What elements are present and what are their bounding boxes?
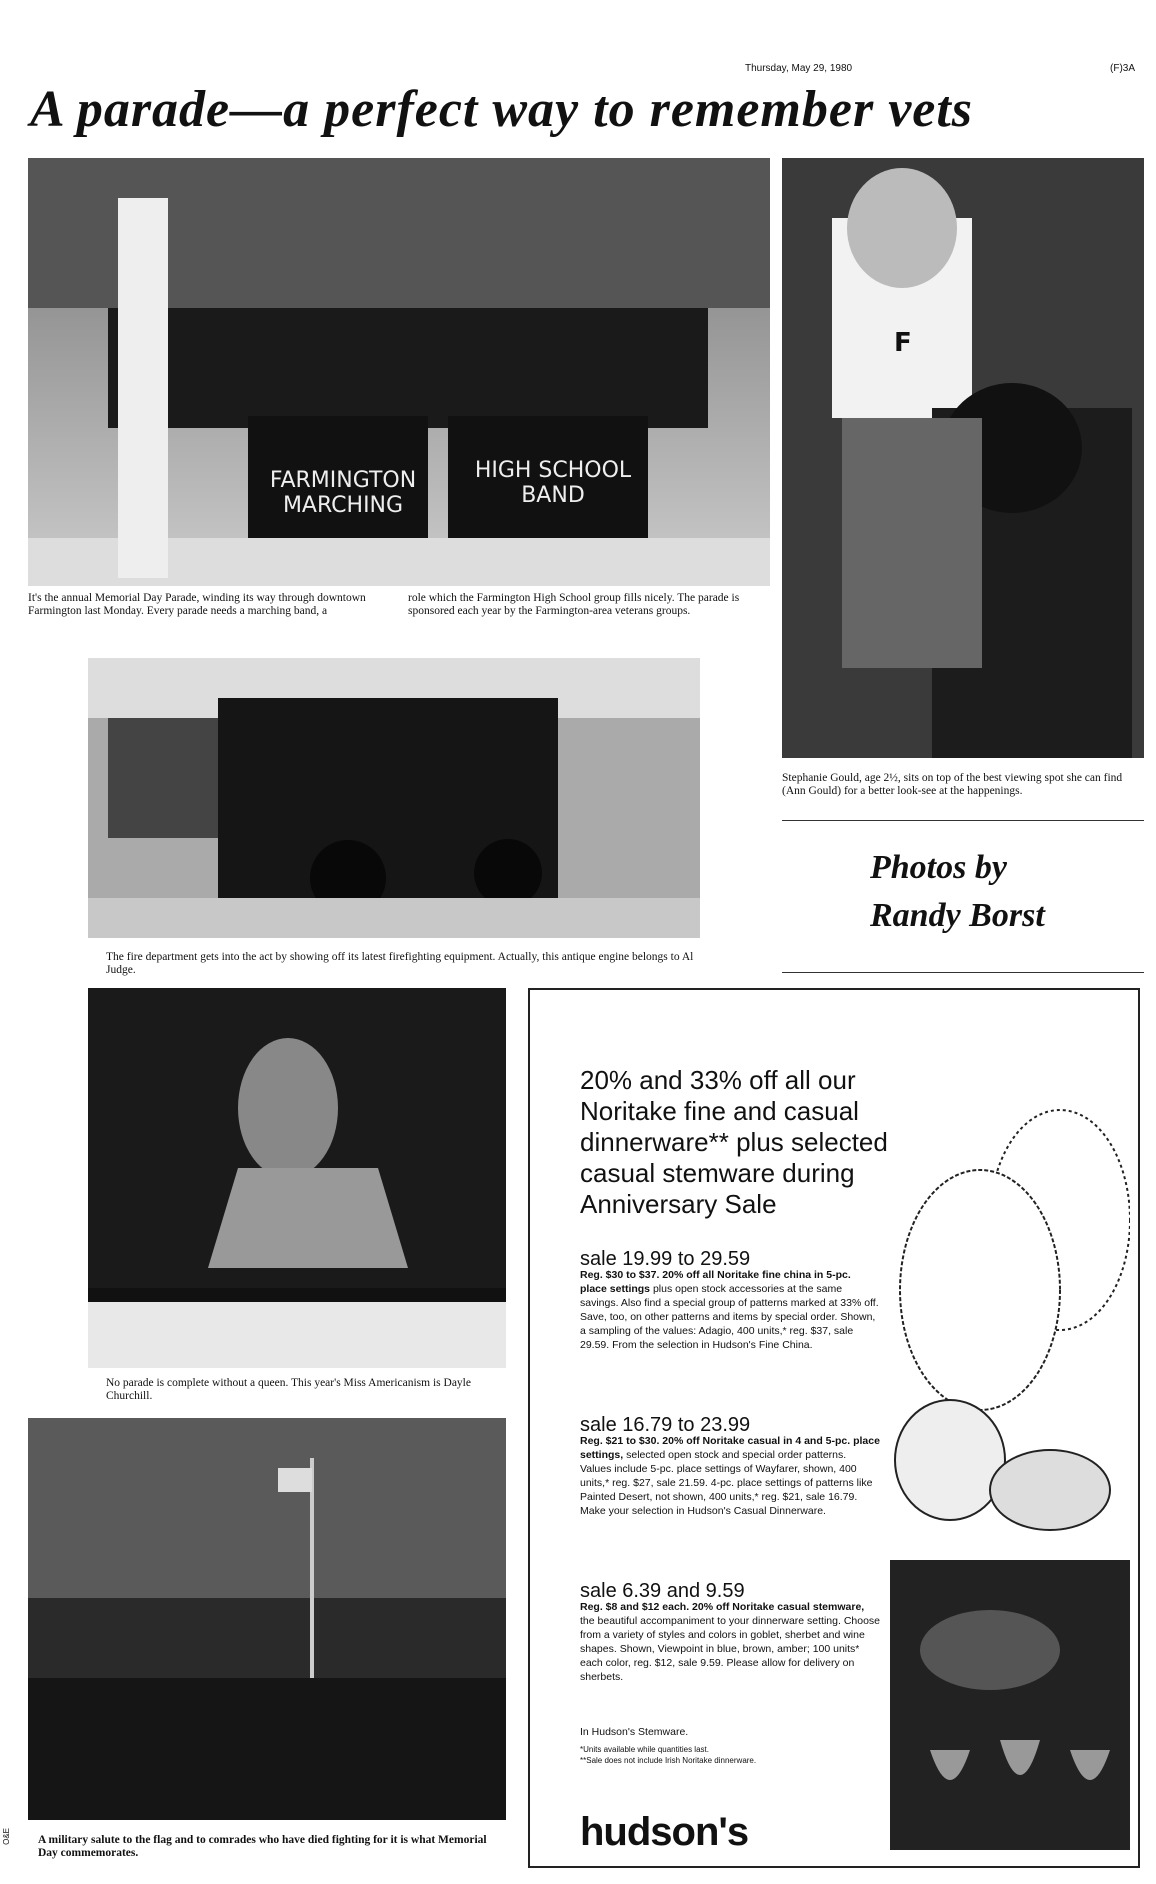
flag-caption: A military salute to the flag and to comrades who have died fighting for it is what Memorial Day commemorates. xyxy=(38,1834,487,1859)
band-caption-col1: It's the annual Memorial Day Parade, winding its way through downtown Farmington last Monday. Every parade needs a marching band, a xyxy=(28,592,366,617)
child-caption: Stephanie Gould, age 2½, sits on top of the best viewing spot she can find (Ann Gould) for a better look-see at the happenings. xyxy=(782,772,1123,797)
ad-price-3: sale 6.39 and 9.59 xyxy=(580,1580,745,1602)
ad-price-2: sale 16.79 to 23.99 xyxy=(580,1414,751,1436)
flag-photo xyxy=(28,1418,506,1820)
ad-body-2: selected open stock and special order patterns. Values include 5-pc. place settings of Wayfarer, shown, 400 units,* reg. $27, sale 21.59. 4-pc. place settings of patterns like Painted Desert, not shown, 400 units,* reg. $21, sale 16.79. Make your selection in Hudson's Casual Dinnerware. xyxy=(580,1449,873,1517)
band-caption-col2: role which the Farmington High School group fills nicely. The parade is sponsored each year by the Farmington-area veterans groups. xyxy=(408,592,740,617)
ad-body-1: plus open stock accessories at the same savings. Also find a special group of patterns marked at 33% off. Save, too, on other patterns and items by special order. Shown, a sampling of the values: Adagio, 400 units,* reg. $37, sale 29.59. From the selection in Hudson's Fine China. xyxy=(580,1283,879,1351)
firetruck-caption: The fire department gets into the act by showing off its latest firefighting equipment. Actually, this antique engine belongs to Al Judge. xyxy=(106,951,694,976)
ad-body-3: the beautiful accompaniment to your dinnerware setting. Choose from a variety of styles and colors in goblet, sherbet and wine shapes. Shown, Viewpoint in blue, brown, amber; 100 units* each color, reg. $12, sale 9.59. Please allow for delivery on sherbets. xyxy=(580,1615,881,1683)
shirt-letter: F xyxy=(894,328,912,358)
dinnerware-illustration xyxy=(890,1060,1130,1850)
dateline: Thursday, May 29, 1980 xyxy=(745,63,853,74)
divider-right-2 xyxy=(782,972,1144,973)
ad-headline: 20% and 33% off all our Noritake fine and casual dinnerware** plus selected casual stemware during Anniversary Sale xyxy=(580,1065,888,1219)
ad-notes xyxy=(580,1744,880,1766)
ad-price-1: sale 19.99 to 29.59 xyxy=(580,1248,751,1270)
child-photo xyxy=(782,158,1144,758)
ad-footer: In Hudson's Stemware. xyxy=(580,1726,689,1738)
ad-block-fine-china xyxy=(580,1248,880,1352)
side-code: O&E xyxy=(2,1828,11,1845)
ad-lead-2: Reg. $21 to $30. 20% off Noritake casual in 4 and 5-pc. place settings, xyxy=(580,1435,880,1461)
queen-photo xyxy=(88,988,506,1368)
headline: A parade—a perfect way to remember vets xyxy=(30,81,974,138)
ad-note-1: *Units available while quantities last. xyxy=(580,1745,709,1754)
queen-caption: No parade is complete without a queen. This year's Miss Americanism is Dayle Churchill. xyxy=(106,1377,471,1402)
firetruck-photo xyxy=(88,658,700,938)
credit-line2: Randy Borst xyxy=(870,897,1045,934)
credit-line1: Photos by xyxy=(870,849,1007,886)
photo-credit xyxy=(870,844,1045,940)
hudsons-logo: hudson's xyxy=(580,1810,749,1854)
ad-block-casual xyxy=(580,1414,880,1518)
band-caption xyxy=(28,592,770,618)
ad-text-3 xyxy=(580,1600,880,1684)
divider-right-1 xyxy=(782,820,1144,821)
ad-text-2 xyxy=(580,1434,880,1518)
ad-text-1 xyxy=(580,1268,880,1352)
band-photo xyxy=(28,158,770,586)
ad-note-2: **Sale does not include Irish Noritake dinnerware. xyxy=(580,1756,757,1765)
banner-left-text: FARMINGTON MARCHING xyxy=(269,468,417,518)
ad-block-stemware xyxy=(580,1580,881,1684)
ad-lead-1: Reg. $30 to $37. 20% off all Noritake fine china in 5-pc. place settings xyxy=(580,1269,851,1295)
banner-right-text: HIGH SCHOOL BAND xyxy=(474,458,632,508)
page-number: (F)3A xyxy=(1110,63,1135,74)
hudsons-ad xyxy=(528,988,1140,1868)
ad-lead-3: Reg. $8 and $12 each. 20% off Noritake casual stemware, xyxy=(580,1601,865,1613)
